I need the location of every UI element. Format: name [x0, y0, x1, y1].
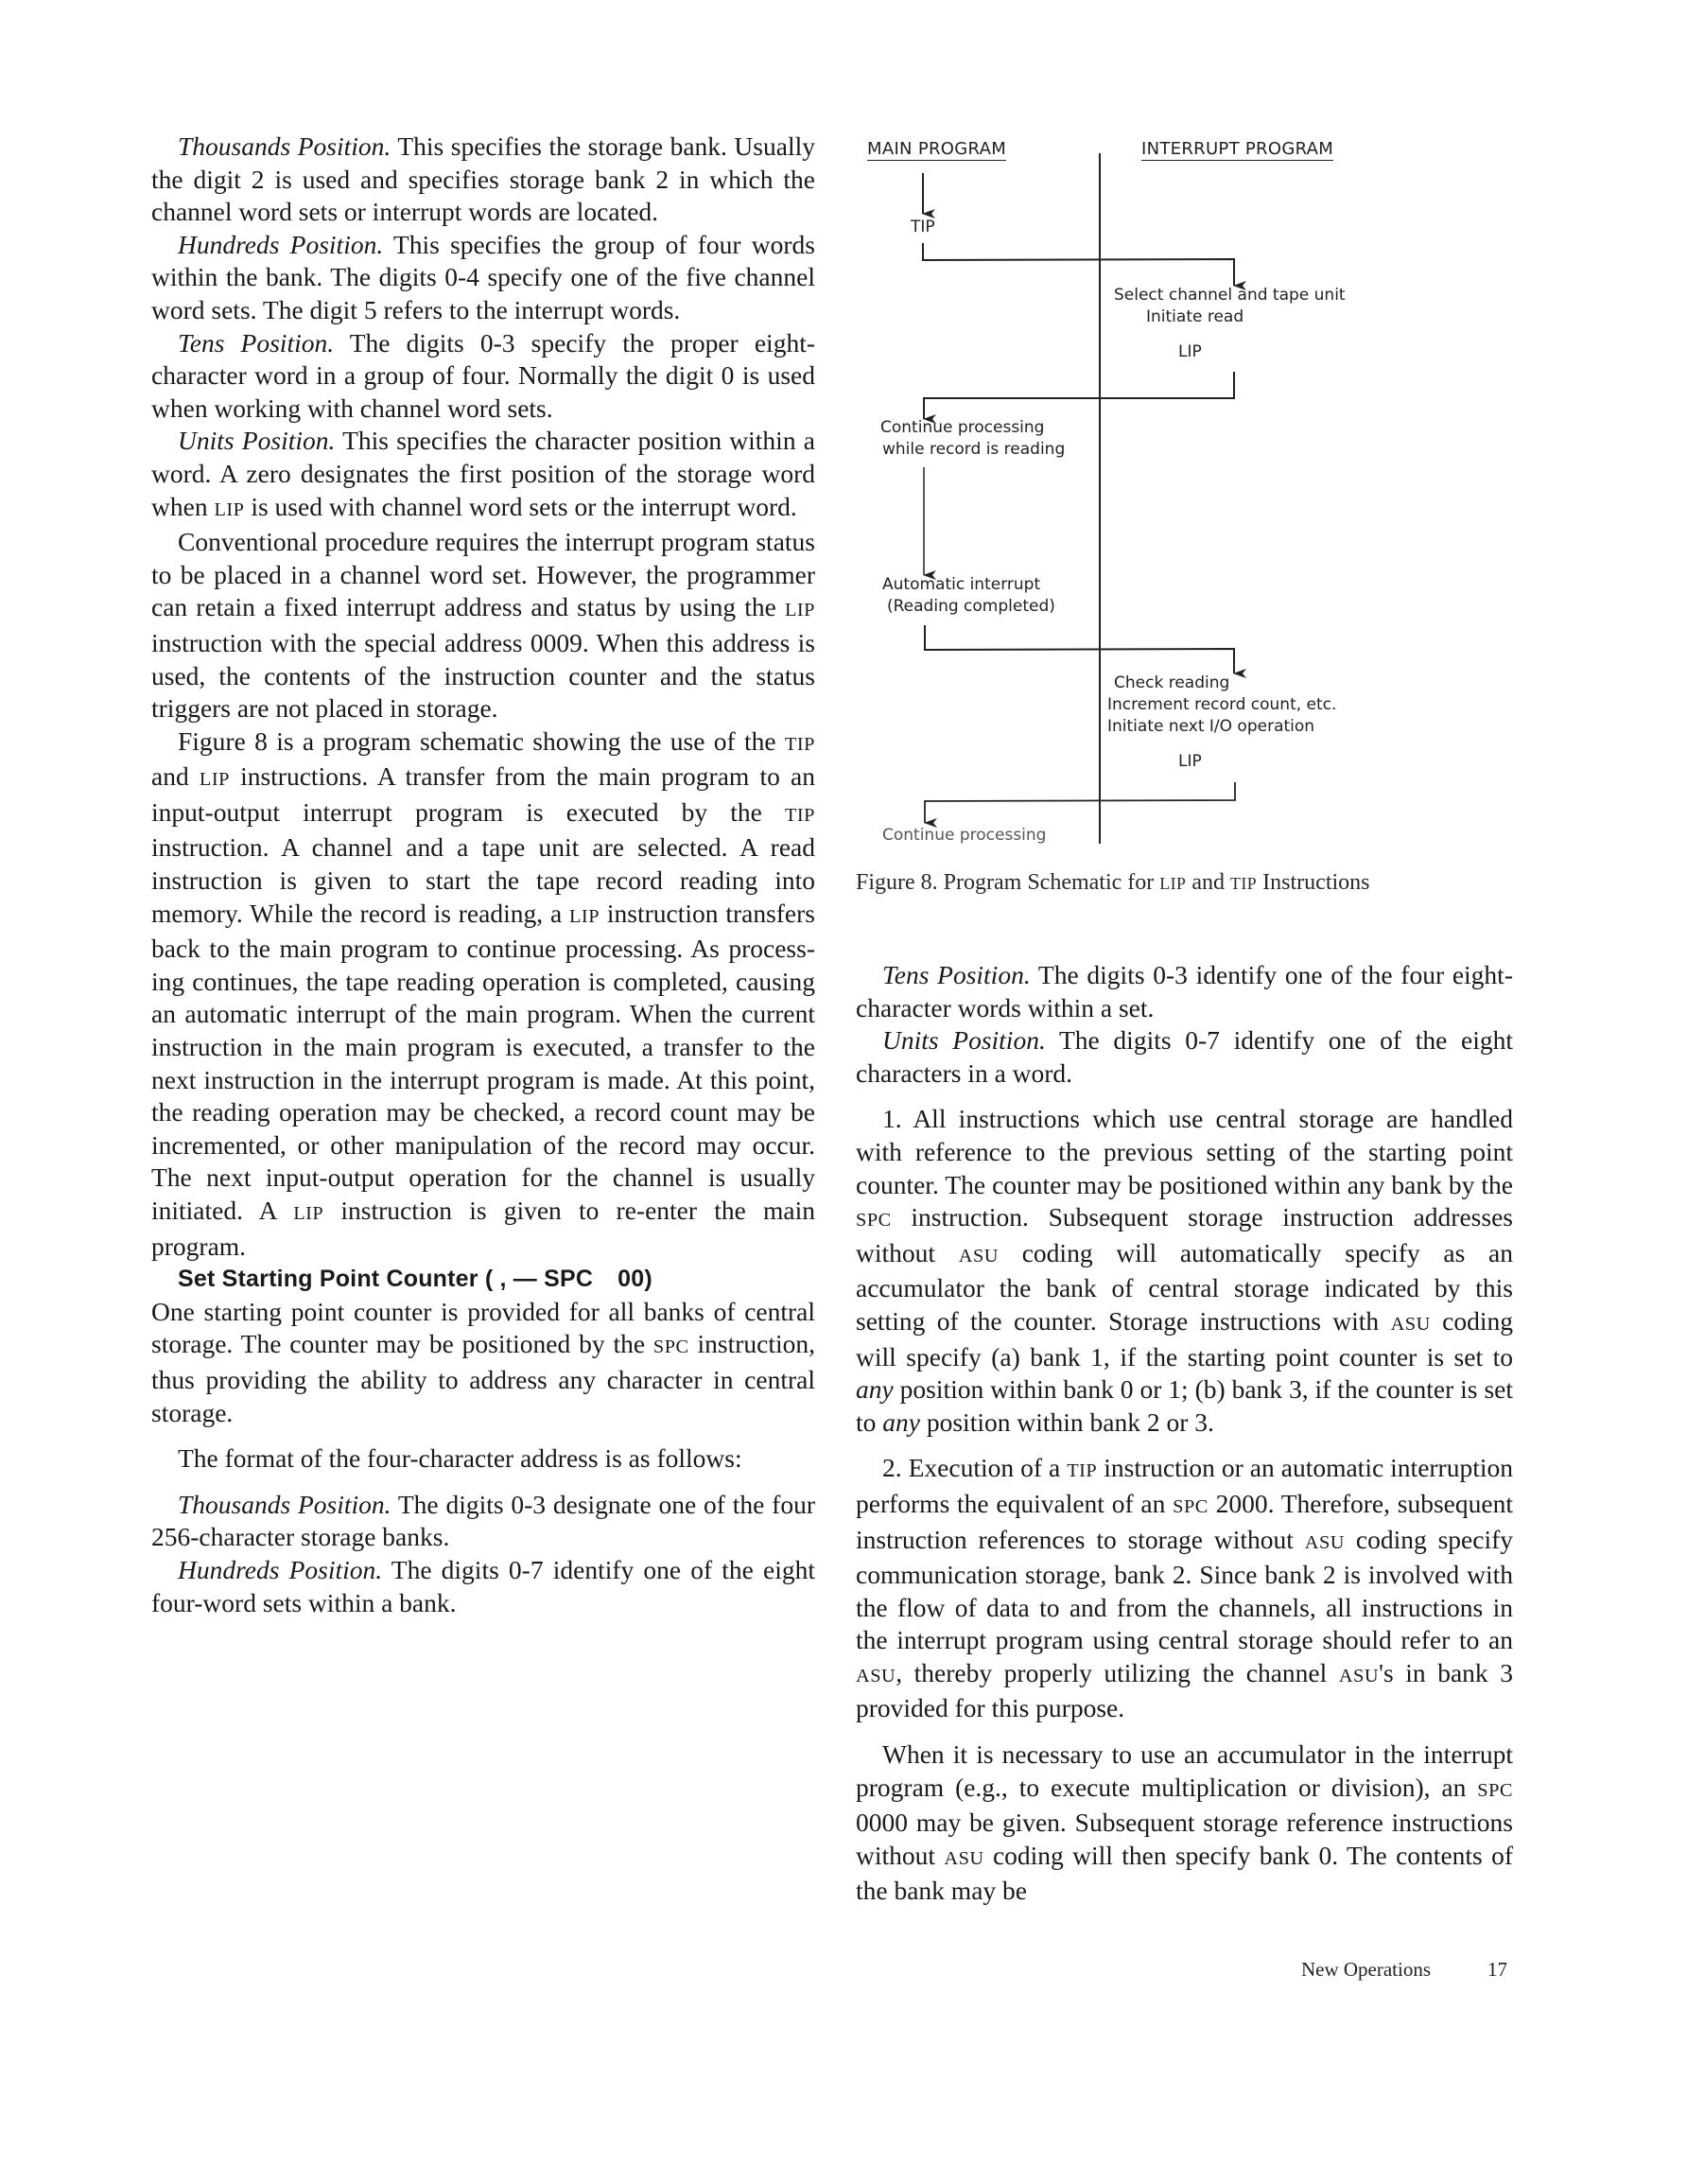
instruction-code: TIP	[784, 804, 815, 826]
main-step-continue-processing-end: Continue processing	[882, 826, 1047, 845]
interrupt-program-header: INTERRUPT PROGRAM	[1141, 139, 1334, 159]
term-label: Hundreds Position.	[178, 229, 384, 259]
instruction-code: LIP	[199, 769, 230, 791]
interrupt-step-increment-count: Increment record count, etc.	[1107, 695, 1337, 714]
interrupt-step-initiate-next-io: Initiate next I/O operation	[1107, 717, 1315, 736]
main-step-reading-completed: (Reading completed)	[887, 597, 1055, 616]
connector-lip-to-main	[924, 372, 1234, 419]
page-number: 17	[1487, 1958, 1507, 1981]
instruction-code: SPC	[652, 1337, 689, 1358]
instruction-code: ASU	[958, 1245, 999, 1267]
interrupt-step-initiate-read: Initiate read	[1146, 307, 1244, 326]
main-program-header: MAIN PROGRAM	[867, 139, 1007, 159]
paragraph-starting-point-counter: One starting point counter is provided for all banks of central storage. The counter may be positioned by the SPC instruction, thus providing the ability to address any character in central storage.	[151, 1296, 815, 1427]
instruction-code: ASU	[1304, 1531, 1345, 1553]
main-step-while-reading: while record is reading	[882, 440, 1066, 459]
term-label: Tens Position.	[178, 327, 335, 358]
instruction-code: ASU	[944, 1847, 984, 1869]
paragraph-rule-1: 1. All instructions which use central storage are handled with reference to the previous setting of the starting point counter. The counter may be positioned within any bank by the SPC instruction. Subsequent storage instruction addresses without ASU coding will automatically specify as an accumulator the bank of central storage indicated by this setting of the counter. Storage instructions with ASU coding will specify (a) bank 1, if the starting point counter is set to any position within bank 0 or 1; (b) bank 3, if the counter is set to any position within bank 2 or 3.	[856, 1104, 1513, 1437]
instruction-code: TIP	[784, 733, 815, 755]
instruction-code: TIP	[1067, 1460, 1098, 1482]
paragraph-hundreds-position: Hundreds Position. This specifies the group of four words within the bank. The digits 0-4 specify one of the five channel word sets. The digit 5 refers to the interrupt words.	[151, 229, 815, 324]
figure-caption: Figure 8. Program Schematic for LIP and TIP Instructions	[856, 870, 1370, 895]
term-label: Thousands Position.	[178, 131, 391, 161]
instruction-code: LIP	[293, 1203, 324, 1224]
interrupt-step-select-channel: Select channel and tape unit	[1114, 286, 1346, 305]
right-column	[856, 959, 1513, 1908]
term-label: Tens Position.	[882, 960, 1031, 989]
instruction-code: SPC	[1477, 1779, 1513, 1801]
paragraph-rule-2: 2. Execution of a TIP instruction or an automatic interruption performs the equivalent of an SPC 2000. Therefore, subsequent instruction references to storage without ASU coding specify communication storage, bank 2. Since bank 2 is involved with the flow of data to and from the channels, all instructions in the interrupt program using central storage should refer to an ASU, thereby properly utilizing the channel ASU's in bank 3 provided for this purpose.	[856, 1453, 1513, 1723]
paragraph-units-position: Units Position. This specifies the character position within a word. A zero designates the first position of the storage word when LIP is used with channel word sets or the interrupt word.	[151, 426, 816, 521]
term-label: Thousands Position.	[178, 1489, 391, 1519]
connector-interrupt-to-check	[925, 625, 1234, 673]
paragraph-accumulator: When it is necessary to use an accumulator in the interrupt program (e.g., to execute multiplication or division), an SPC 0000 may be given. Subsequent storage reference instructions without ASU coding will then specify bank 0. The contents of the bank may be	[856, 1739, 1514, 1906]
connector-tip-to-interrupt	[923, 243, 1234, 286]
connector-lip-to-continue	[925, 782, 1235, 823]
term-label: Units Position.	[882, 1025, 1046, 1056]
paragraph-tens-position: Tens Position. The digits 0-3 specify the proper eight-character word in a group of four. Normally the digit 0 is used when working with channel word sets.	[151, 327, 815, 423]
instruction-code: LIP	[784, 600, 815, 621]
instruction-code: ASU	[1338, 1665, 1380, 1686]
lip-label-first: LIP	[1178, 342, 1202, 361]
term-label: Units Position.	[178, 426, 336, 456]
left-column	[151, 131, 815, 1619]
instruction-code: SPC	[1173, 1495, 1209, 1517]
paragraph-address-format: The format of the four-character address is as follows:	[178, 1443, 742, 1474]
instruction-code: TIP	[1230, 874, 1258, 893]
instruction-code: ASU	[856, 1665, 896, 1686]
instruction-code: LIP	[1159, 874, 1187, 893]
paragraph-thousands-position: Thousands Position. This specifies the storage bank. Usually the digit 2 is used and specifies storage bank 2 in which the channel word sets or interrupt words are located.	[151, 131, 815, 227]
paragraph-conventional-procedure: Conventional procedure requires the interrupt program status to be placed in a channel word set. However, the programmer can retain a fixed interrupt address and status by using the LIP instruction with the special address 0009. When this address is used, the contents of the instruction counter and the status triggers are not placed in storage.	[151, 527, 815, 724]
instruction-code: LIP	[569, 905, 600, 927]
lip-label-second: LIP	[1178, 752, 1202, 771]
term-label: Hundreds Position.	[178, 1554, 383, 1584]
paragraph-spc-thousands-position: Thousands Position. The digits 0-3 designate one of the four 256-character storage banks.	[151, 1489, 815, 1552]
instruction-code: LIP	[214, 498, 245, 520]
instruction-code: ASU	[1390, 1313, 1431, 1335]
tip-label: TIP	[911, 218, 935, 236]
paragraph-spc-units-position: Units Position. The digits 0-7 identify one of the eight characters in a word.	[856, 1025, 1513, 1088]
interrupt-step-check-reading: Check reading	[1114, 673, 1230, 692]
instruction-code: SPC	[856, 1210, 892, 1232]
main-step-continue-processing: Continue processing	[880, 418, 1045, 437]
paragraph-figure-description: Figure 8 is a program schematic showing the use of the TIP and LIP instructions. A transfer from the main program to an input-output interrupt program is executed by the TIP instruction. A channel and a tape unit are selected. A read instruction is given to start the tape record reading into memory. While the record is reading, a LIP instruction transfers back to the main program to continue processing. As processing continues, the tape reading operation is completed, causing an automatic interrupt of the main program. When the current instruction in the main program is executed, a transfer to the next instruction in the interrupt program is made. At this point, the reading operation may be checked, a record count may be incremented, or other manipulation of the record may occur. The next input-output operation for the channel is usually initiated. A LIP instruction is given to re-enter the main program.	[151, 725, 815, 1261]
page-footer	[1301, 1958, 1507, 1982]
paragraph-spc-tens-position: Tens Position. The digits 0-3 identify one of the four eight-character words within a set.	[856, 960, 1513, 1022]
figure-program-schematic	[856, 132, 1518, 889]
paragraph-spc-hundreds-position: Hundreds Position. The digits 0-7 identify one of the eight four-word sets within a bank.	[151, 1554, 815, 1617]
main-step-automatic-interrupt: Automatic interrupt	[882, 575, 1041, 594]
section-heading: Set Starting Point Counter ( , — SPC 00)	[178, 1266, 652, 1293]
footer-section-title: New Operations	[1300, 1958, 1431, 1981]
